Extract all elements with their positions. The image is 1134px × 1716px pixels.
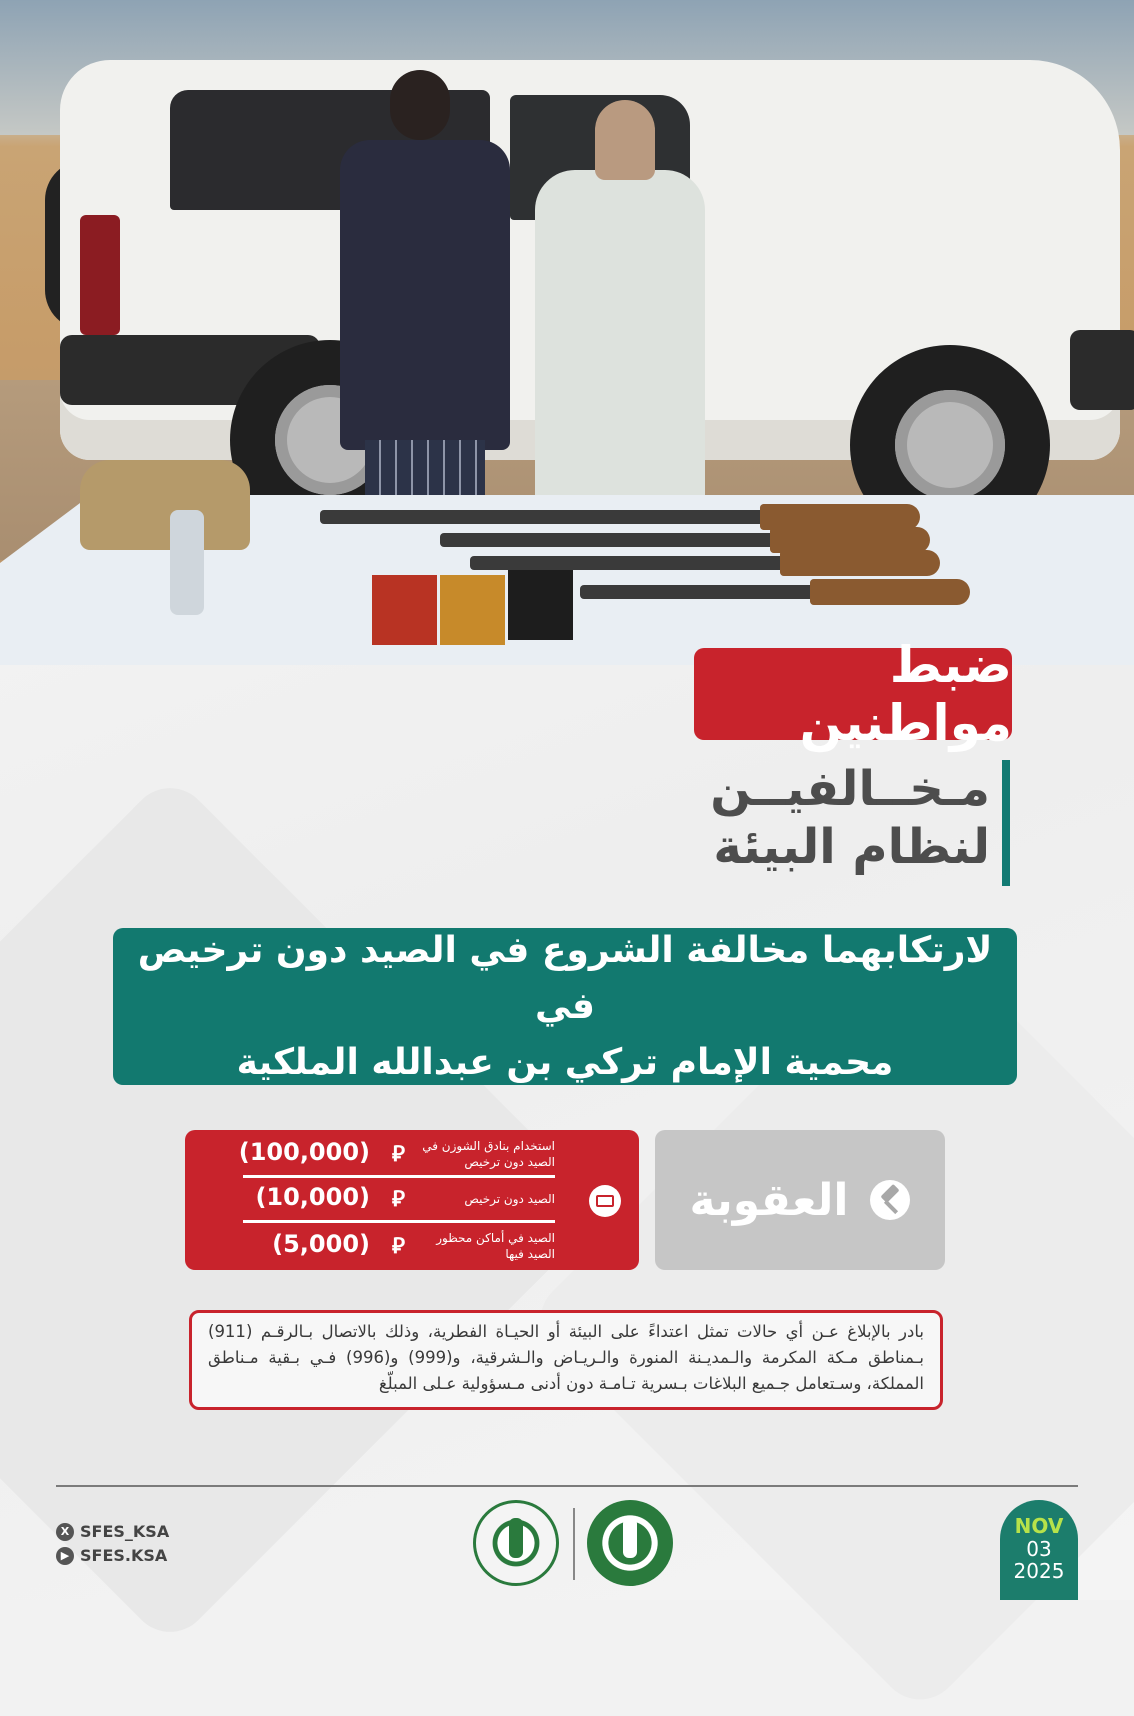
x-handle: SFES_KSA — [80, 1522, 170, 1541]
photo-ammo-box — [508, 570, 573, 640]
photo-bottle — [170, 510, 204, 615]
photo-bumper — [1070, 330, 1134, 410]
subheadline — [660, 760, 1010, 886]
fine-description: الصيد دون ترخيص — [464, 1192, 555, 1206]
emblem-divider — [573, 1508, 575, 1580]
fine-description: الصيد في أماكن محظور الصيد فيها — [436, 1231, 555, 1261]
report-notice: بادر بالإبلاغ عـن أي حالات تمثل اعتداءً على البيئة أو الحيـاة الفطرية، وذلك بالاتصال بـالرقـم (911) بـمناطق مـكة المكرمة والـمديـنة المنورة والـريـاض والـشرقية، و(999) و(996) فـي بـقية مـناطق المملكة، وسـتعامل جـميع البلاغات بـسرية تـامـة دون أدنى مـسؤولية عـلى المبلّغ — [189, 1310, 943, 1410]
seizure-photo — [0, 0, 1134, 665]
date-badge — [1000, 1500, 1078, 1600]
gavel-icon — [870, 1180, 910, 1220]
fine-description: استخدام بنادق الشوزن في الصيد دون ترخيص — [422, 1139, 555, 1169]
social-x[interactable] — [56, 1522, 169, 1541]
date-year: 2025 — [1013, 1559, 1065, 1583]
ministry-emblem-icon — [473, 1500, 559, 1586]
fine-row — [238, 1134, 555, 1174]
fine-row — [243, 1179, 555, 1219]
riyal-symbol: ⃁ — [391, 1234, 405, 1259]
footer-divider — [56, 1485, 1078, 1487]
divider — [243, 1175, 555, 1178]
date-month: NOV — [1014, 1514, 1064, 1538]
youtube-icon: ▶ — [56, 1547, 74, 1565]
headline-badge: ضبط مواطنين — [694, 648, 1012, 740]
saudi-emblem-icon — [587, 1500, 673, 1586]
subheadline-line: مـخــالفيــن — [710, 761, 990, 817]
photo-ammo-box — [440, 575, 505, 645]
fine-row — [243, 1226, 555, 1266]
photo-shotgun — [440, 533, 890, 547]
divider — [243, 1220, 555, 1223]
fine-amount: (5,000) — [272, 1230, 370, 1258]
riyal-symbol: ⃁ — [391, 1142, 405, 1167]
fine-amount: (10,000) — [255, 1183, 370, 1211]
social-youtube[interactable] — [56, 1546, 167, 1565]
youtube-handle: SFES.KSA — [80, 1546, 168, 1565]
photo-shotgun — [580, 585, 930, 599]
riyal-symbol: ⃁ — [391, 1187, 405, 1212]
photo-shotgun — [320, 510, 880, 524]
cash-icon — [589, 1185, 621, 1217]
photo-bag — [80, 460, 250, 550]
violation-banner — [113, 928, 1017, 1085]
violation-line: لارتكابهما مخالفة الشروع في الصيد دون ترخيص في — [137, 929, 993, 1027]
date-day: 03 — [1026, 1537, 1052, 1561]
fines-box — [185, 1130, 639, 1270]
penalty-label: العقوبة — [689, 1174, 849, 1226]
subheadline-accent-bar — [1002, 760, 1010, 886]
photo-taillight — [80, 215, 120, 335]
violation-line: محمية الإمام تركي بن عبدالله الملكية — [236, 1041, 894, 1083]
subheadline-line: لنظام البيئة — [713, 819, 990, 875]
penalty-label-box — [655, 1130, 945, 1270]
fine-amount: (100,000) — [238, 1138, 370, 1166]
photo-ammo-box — [372, 575, 437, 645]
photo-person — [535, 100, 705, 510]
photo-person — [340, 70, 510, 510]
x-logo-icon: X — [56, 1523, 74, 1541]
photo-shotgun — [470, 556, 900, 570]
